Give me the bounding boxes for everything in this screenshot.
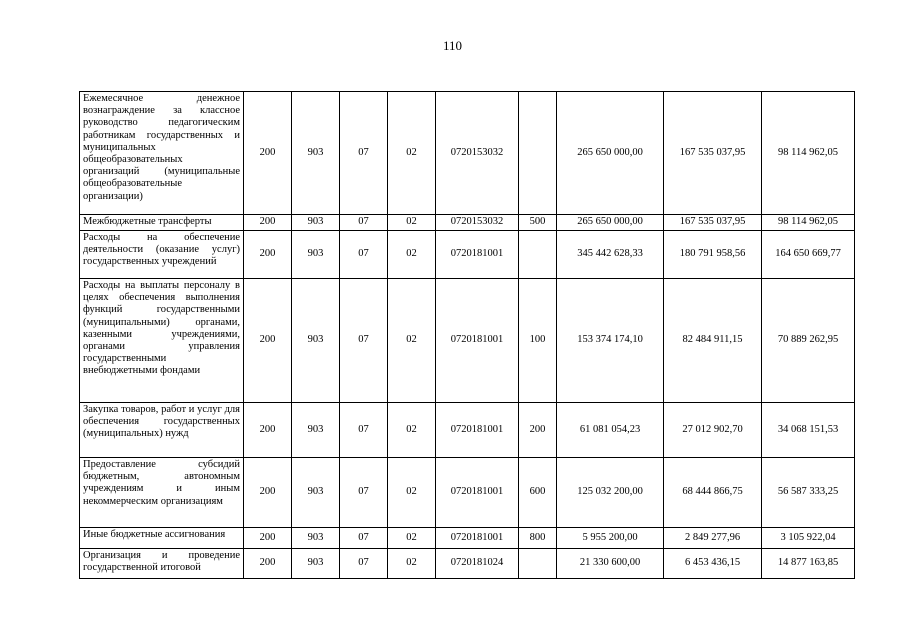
amount-plan-cell: 61 081 054,23 (557, 403, 664, 458)
row-name-cell: Иные бюджетные ассигнования (80, 528, 244, 549)
ministry-code-cell: 903 (292, 549, 340, 579)
amount-executed-cell: 180 791 958,56 (664, 231, 762, 279)
ministry-code-cell: 903 (292, 215, 340, 231)
target-code-cell: 0720181024 (436, 549, 519, 579)
admin-code-cell: 200 (244, 458, 292, 528)
amount-remaining-cell: 98 114 962,05 (762, 215, 855, 231)
row-name-cell: Расходы на выплаты персоналу в целях обеспечения выполнения функций государственными (муниципальными) органами, казенными учреждениями, органами управления государственными внебюджетными фондами (80, 279, 244, 403)
amount-remaining-cell: 34 068 151,53 (762, 403, 855, 458)
expense-type-cell: 100 (519, 279, 557, 403)
target-code-cell: 0720181001 (436, 403, 519, 458)
amount-plan-cell: 21 330 600,00 (557, 549, 664, 579)
admin-code-cell: 200 (244, 528, 292, 549)
amount-plan-cell: 265 650 000,00 (557, 215, 664, 231)
amount-executed-cell: 167 535 037,95 (664, 92, 762, 215)
amount-remaining-cell: 3 105 922,04 (762, 528, 855, 549)
amount-remaining-cell: 14 877 163,85 (762, 549, 855, 579)
row-name-cell: Предоставление субсидий бюджетным, автономным учреждениям и иным некоммерческим организациям (80, 458, 244, 528)
amount-plan-cell: 125 032 200,00 (557, 458, 664, 528)
row-name-cell: Межбюджетные трансферты (80, 215, 244, 231)
ministry-code-cell: 903 (292, 231, 340, 279)
subsection-code-cell: 02 (388, 528, 436, 549)
amount-plan-cell: 5 955 200,00 (557, 528, 664, 549)
expense-type-cell (519, 549, 557, 579)
target-code-cell: 0720153032 (436, 215, 519, 231)
subsection-code-cell: 02 (388, 92, 436, 215)
subsection-code-cell: 02 (388, 549, 436, 579)
amount-plan-cell: 153 374 174,10 (557, 279, 664, 403)
table-row (80, 528, 855, 549)
ministry-code-cell: 903 (292, 458, 340, 528)
expense-type-cell: 600 (519, 458, 557, 528)
ministry-code-cell: 903 (292, 92, 340, 215)
table-row (80, 279, 855, 403)
subsection-code-cell: 02 (388, 458, 436, 528)
section-code-cell: 07 (340, 403, 388, 458)
expense-type-cell: 200 (519, 403, 557, 458)
table-row (80, 231, 855, 279)
amount-executed-cell: 27 012 902,70 (664, 403, 762, 458)
section-code-cell: 07 (340, 92, 388, 215)
expense-type-cell (519, 92, 557, 215)
expense-type-cell (519, 231, 557, 279)
amount-plan-cell: 345 442 628,33 (557, 231, 664, 279)
target-code-cell: 0720181001 (436, 528, 519, 549)
amount-remaining-cell: 98 114 962,05 (762, 92, 855, 215)
expense-type-cell: 800 (519, 528, 557, 549)
target-code-cell: 0720181001 (436, 231, 519, 279)
page-number: 110 (442, 38, 463, 53)
row-name-cell: Расходы на обеспечение деятельности (оказание услуг) государственных учреждений (80, 231, 244, 279)
ministry-code-cell: 903 (292, 528, 340, 549)
admin-code-cell: 200 (244, 231, 292, 279)
table-row (80, 458, 855, 528)
row-name-cell: Организация и проведение государственной итоговой (80, 549, 244, 579)
admin-code-cell: 200 (244, 403, 292, 458)
subsection-code-cell: 02 (388, 403, 436, 458)
amount-remaining-cell: 70 889 262,95 (762, 279, 855, 403)
target-code-cell: 0720181001 (436, 458, 519, 528)
admin-code-cell: 200 (244, 549, 292, 579)
row-name-cell: Закупка товаров, работ и услуг для обеспечения государственных (муниципальных) нужд (80, 403, 244, 458)
ministry-code-cell: 903 (292, 279, 340, 403)
admin-code-cell: 200 (244, 92, 292, 215)
amount-executed-cell: 2 849 277,96 (664, 528, 762, 549)
subsection-code-cell: 02 (388, 215, 436, 231)
table-row (80, 549, 855, 579)
amount-executed-cell: 82 484 911,15 (664, 279, 762, 403)
section-code-cell: 07 (340, 215, 388, 231)
section-code-cell: 07 (340, 528, 388, 549)
section-code-cell: 07 (340, 279, 388, 403)
amount-executed-cell: 167 535 037,95 (664, 215, 762, 231)
expense-type-cell: 500 (519, 215, 557, 231)
section-code-cell: 07 (340, 231, 388, 279)
admin-code-cell: 200 (244, 279, 292, 403)
subsection-code-cell: 02 (388, 279, 436, 403)
section-code-cell: 07 (340, 549, 388, 579)
amount-plan-cell: 265 650 000,00 (557, 92, 664, 215)
admin-code-cell: 200 (244, 215, 292, 231)
table-row (80, 215, 855, 231)
ministry-code-cell: 903 (292, 403, 340, 458)
row-name-cell: Ежемесячное денежное вознаграждение за классное руководство педагогическим работникам государственных и муниципальных общеобразовательных организаций (муниципальные общеобразовательные организации) (80, 92, 244, 215)
section-code-cell: 07 (340, 458, 388, 528)
amount-remaining-cell: 56 587 333,25 (762, 458, 855, 528)
budget-table (79, 91, 855, 579)
amount-executed-cell: 6 453 436,15 (664, 549, 762, 579)
table-row (80, 403, 855, 458)
amount-executed-cell: 68 444 866,75 (664, 458, 762, 528)
target-code-cell: 0720153032 (436, 92, 519, 215)
subsection-code-cell: 02 (388, 231, 436, 279)
table-row (80, 92, 855, 215)
amount-remaining-cell: 164 650 669,77 (762, 231, 855, 279)
target-code-cell: 0720181001 (436, 279, 519, 403)
